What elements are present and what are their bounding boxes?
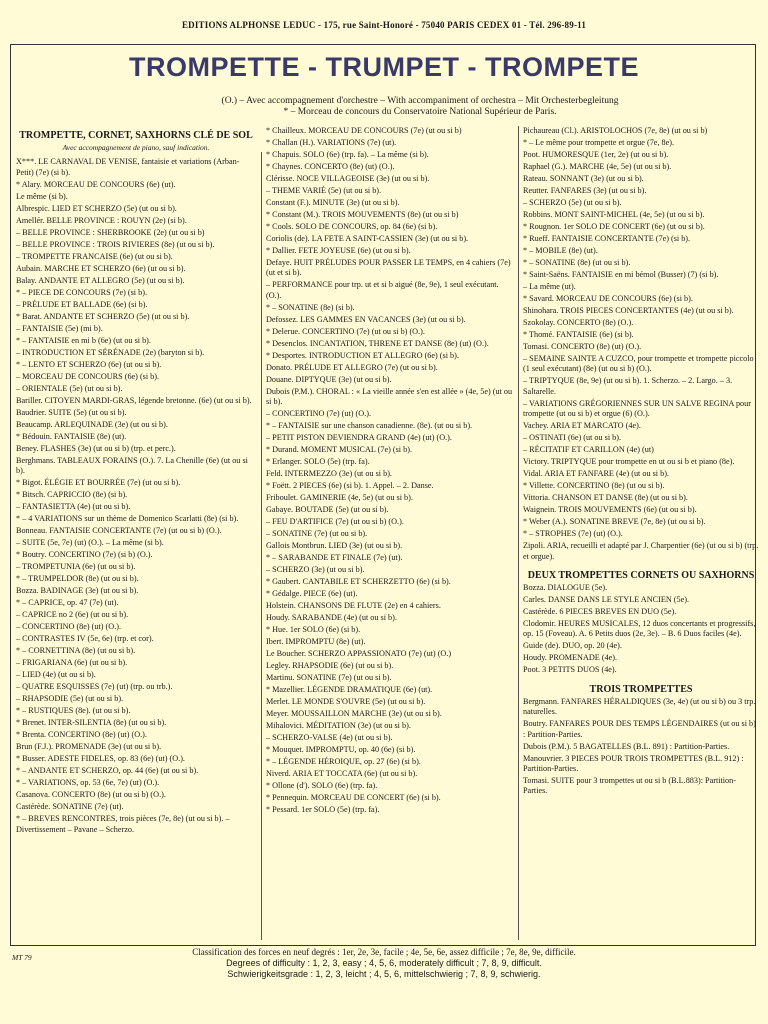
catalogue-entry: Vidal. ARIA ET FANFARE (4e) (ut ou si b). bbox=[523, 469, 669, 479]
catalogue-entry: Legley. RHAPSODIE (6e) (ut ou si b). bbox=[266, 661, 394, 671]
catalogue-entry: * – LÉGENDE HÉROIQUE, op. 27 (6e) (si b). bbox=[266, 757, 421, 767]
catalogue-entry: Shinohara. TROIS PIECES CONCERTANTES (4e) (ut ou si b). bbox=[523, 306, 734, 315]
column-divider-1 bbox=[261, 152, 262, 940]
catalogue-entry: * Ollone (d'). SOLO (6e) (trp. fa). bbox=[266, 781, 378, 791]
catalogue-entry: Robbins. MONT SAINT-MICHEL (4e, 5e) (ut ou si b). bbox=[523, 210, 705, 219]
catalogue-entry: – FEU D'ARTIFICE (7e) (ut ou si b) (O.). bbox=[266, 517, 404, 527]
catalogue-entry: Poot. HUMORESQUE (1er, 2e) (ut ou si b). bbox=[523, 150, 669, 159]
catalogue-entry: – TROMPETUNIA (6e) (ut ou si b). bbox=[16, 562, 136, 572]
catalogue-entry: Feld. INTERMEZZO (3e) (ut ou si b). bbox=[266, 469, 392, 479]
catalogue-entry: * – CAPRICE, op. 47 (7e) (ut). bbox=[16, 598, 119, 608]
catalogue-entry: * Challan (H.). VARIATIONS (7e) (ut). bbox=[266, 138, 397, 147]
catalogue-entry: – PERFORMANCE pour trp. ut et si b aigué (8e, 9e), 1 seul exécutant. (O.). bbox=[266, 280, 499, 300]
catalogue-entry: – RHAPSODIE (5e) (ut ou si b). bbox=[16, 694, 124, 704]
catalogue-entry: * Constant (M.). TROIS MOUVEMENTS (8e) (ut ou si b) bbox=[266, 210, 459, 219]
catalogue-entry: Boutry. FANFARES POUR DES TEMPS LÉGENDAIRES (ut ou si b) : Partition-Parties. bbox=[523, 719, 756, 739]
catalogue-entry: – CAPRICE no 2 (6e) (ut ou si b). bbox=[16, 610, 129, 620]
catalogue-entry: – SUITE (5e, 7e) (ut) (O.). – La même (si b). bbox=[16, 538, 164, 548]
catalogue-entry: * Thomé. FANTAISIE (6e) (si b). bbox=[523, 330, 634, 339]
catalogue-entry: Houdy. PROMENADE (4e). bbox=[523, 653, 618, 663]
catalogue-entry: – VARIATIONS GRÉGORIENNES SUR UN SALVE REGINA pour trompette (ut ou si b) et orgue (6) (O.). bbox=[523, 398, 751, 419]
catalogue-entry: * Villette. CONCERTINO (8e) (ut ou si b). bbox=[523, 481, 665, 491]
publisher-header: EDITIONS ALPHONSE LEDUC - 175, rue Saint-Honoré - 75040 PARIS CEDEX 01 - Tél. 296-89-11 bbox=[181, 20, 587, 30]
column-1 bbox=[16, 126, 256, 837]
section-subheading: Avec accompagnement de piano, sauf indication. bbox=[62, 143, 210, 152]
catalogue-entry: * Busser. ADESTE FIDELES, op. 83 (6e) (ut) (O.). bbox=[16, 754, 185, 764]
catalogue-entry: Coriolis (de). LA FETE A SAINT-CASSIEN (3e) (ut ou si b). bbox=[266, 234, 469, 243]
catalogue-entry: * – 4 VARIATIONS sur un thème de Domenico Scarlatti (8e) (si b). bbox=[16, 514, 239, 524]
catalogue-entry: Vittoria. CHANSON ET DANSE (8e) (ut ou si b). bbox=[523, 493, 688, 503]
catalogue-entry: Houdy. SARABANDE (4e) (ut ou si b). bbox=[266, 613, 397, 623]
legend-line-en: Degrees of difficulty : 1, 2, 3, easy ; 4, 5, 6, moderately difficult ; 7, 8, 9, difficult. bbox=[226, 958, 542, 968]
page-title: TROMPETTE - TRUMPET - TROMPETE bbox=[129, 52, 639, 82]
catalogue-entry: – THEME VARIÉ (5e) (ut ou si b). bbox=[266, 186, 382, 195]
entry-list-col1 bbox=[16, 157, 256, 835]
catalogue-entry: * Delerue. CONCERTINO (7e) (ut ou si b) (O.). bbox=[266, 326, 425, 336]
catalogue-entry: * Desenclos. INCANTATION, THRENE ET DANSE (8e) (ut) (O.). bbox=[266, 338, 489, 348]
section-heading-three-trumpets: TROIS TROMPETTES bbox=[589, 683, 693, 695]
catalogue-entry: Dubois (P.M.). 5 BAGATELLES (B.L. 891) : Partition-Parties. bbox=[523, 741, 730, 751]
catalogue-entry: – SCHERZO-VALSE (4e) (ut ou si b). bbox=[266, 733, 393, 743]
catalogue-entry: Aubain. MARCHE ET SCHERZO (6e) (ut ou si b). bbox=[16, 263, 186, 273]
catalogue-entry: Mihalovici. MÉDITATION (3e) (ut ou si b). bbox=[266, 721, 411, 731]
catalogue-entry: * Gédalge. PIECE (6e) (ut). bbox=[266, 589, 358, 599]
catalogue-entry: * Dallier. FETE JOYEUSE (6e) (ut ou si b). bbox=[266, 246, 411, 255]
catalogue-entry: * – TRUMPELDOR (8e) (ut ou si b). bbox=[16, 574, 139, 584]
catalogue-entry: Dubois (P.M.). CHORAL : « La vieille année s'en est allée » (4e, 5e) (ut ou si b). bbox=[266, 386, 513, 407]
catalogue-entry: X***. LE CARNAVAL DE VENISE, fantaisie et variations (Arban-Petit) (7e) (si b). bbox=[16, 157, 240, 177]
catalogue-entry: * Chailleux. MORCEAU DE CONCOURS (7e) (ut ou si b) bbox=[266, 126, 462, 135]
catalogue-entry: * Durand. MOMENT MUSICAL (7e) (si b). bbox=[266, 445, 412, 455]
catalogue-entry: – PETIT PISTON DEVIENDRA GRAND (4e) (ut) (O.). bbox=[266, 433, 452, 443]
catalogue-entry: – TROMPETTE FRANCAISE (6e) (ut ou si b). bbox=[16, 251, 173, 261]
entry-list-col2 bbox=[266, 126, 516, 816]
catalogue-entry: Zipoli. ARIA, recueilli et adapté par J. Charpentier (6e) (ut ou si b) (trp. et orgue). bbox=[523, 541, 759, 561]
catalogue-entry: Defaye. HUIT PRÉLUDES POUR PASSER LE TEMPS, en 4 cahiers (7e) (ut et si b). bbox=[266, 258, 511, 278]
catalogue-entry: Reutter. FANFARES (3e) (ut ou si b). bbox=[523, 186, 647, 195]
catalogue-entry: – TRIPTYQUE (8e, 9e) (ut ou si b). 1. Scherzo. – 2. Largo. – 3. Saltarelle. bbox=[523, 376, 733, 396]
catalogue-entry: * Pessard. 1er SOLO (5e) (trp. fa). bbox=[266, 805, 380, 815]
catalogue-entry: Poot. 3 PETITS DUOS (4e). bbox=[523, 665, 617, 675]
catalogue-entry: * Brenta. CONCERTINO (8e) (ut) (O.). bbox=[16, 730, 147, 740]
catalogue-entry: – CONCERTINO (7e) (ut) (O.). bbox=[266, 409, 372, 419]
catalogue-entry: * Alary. MORCEAU DE CONCOURS (6e) (ut). bbox=[16, 179, 176, 189]
catalogue-entry: Waignein. TROIS MOUVEMENTS (6e) (ut ou si b). bbox=[523, 505, 697, 515]
catalogue-entry: Victory. TRIPTYQUE pour trompette en ut ou si b et piano (8e). bbox=[523, 457, 735, 467]
catalogue-entry: Bergmann. FANFARES HÉRALDIQUES (3e, 4e) (ut ou si b) ou 3 trp. naturelles. bbox=[523, 696, 756, 717]
entry-list-two-trumpets bbox=[523, 583, 759, 676]
catalogue-entry: * Rueff. FANTAISIE CONCERTANTE (7e) (si b). bbox=[523, 234, 691, 243]
catalogue-entry: Guide (de). DUO, op. 20 (4e). bbox=[523, 641, 622, 651]
catalogue-entry: Bonneau. FANTAISIE CONCERTANTE (7e) (ut ou si b) (O.). bbox=[16, 526, 222, 536]
catalogue-entry: Douane. DIPTYQUE (3e) (ut ou si b). bbox=[266, 374, 392, 384]
catalogue-entry: * – LENTO ET SCHERZO (6e) (ut ou si b). bbox=[16, 359, 162, 369]
catalogue-entry: * – VARIATIONS, op. 53 (6e, 7e) (ut) (O.). bbox=[16, 778, 160, 788]
catalogue-entry: Bozza. BADINAGE (3e) (ut ou si b). bbox=[16, 586, 139, 596]
catalogue-entry: * – BREVES RENCONTRES, trois pièces (7e, 8e) (ut ou si b). – Divertissement – Pavane – Scherzo. bbox=[16, 814, 230, 834]
catalogue-entry: * Gaubert. CANTABILE ET SCHERZETTO (6e) (si b). bbox=[266, 577, 451, 587]
catalogue-entry: Friboulet. GAMINERIE (4e, 5e) (ut ou si b). bbox=[266, 493, 413, 503]
catalogue-entry: – ORIENTALE (5e) (ut ou si b). bbox=[16, 383, 123, 393]
catalogue-entry: * Rougnon. 1er SOLO DE CONCERT (6e) (ut ou si b). bbox=[523, 222, 705, 231]
catalogue-entry: – INTRODUCTION ET SÉRÉNADE (2e) (baryton si b). bbox=[16, 347, 205, 357]
catalogue-entry: Szokolay. CONCERTO (8e) (O.). bbox=[523, 318, 634, 327]
legend-line-de: Schwierigkeitsgrade : 1, 2, 3, leicht ; 4, 5, 6, mittelschwierig ; 7, 8, 9, schwierig. bbox=[227, 969, 541, 979]
catalogue-code: MT 79 bbox=[12, 953, 32, 962]
catalogue-entry: Bozza. DIALOGUE (5e). bbox=[523, 583, 608, 593]
catalogue-entry: Vachey. ARIA ET MARCATO (4e). bbox=[523, 421, 641, 431]
catalogue-entry: – CONTRASTES IV (5e, 6e) (trp. et cor). bbox=[16, 634, 154, 644]
catalogue-entry: Defossez. LES GAMMES EN VACANCES (3e) (ut ou si b). bbox=[266, 314, 466, 324]
catalogue-entry: * Mazellier. LÉGENDE DRAMATIQUE (6e) (ut). bbox=[266, 685, 433, 695]
catalogue-entry: Bariller. CITOYEN MARDI-GRAS, légende bretonne. (6e) (ut ou si b). bbox=[16, 395, 252, 405]
catalogue-entry: * – STROPHES (7e) (ut) (O.). bbox=[523, 529, 623, 539]
catalogue-entry: Donato. PRÉLUDE ET ALLEGRO (7e) (ut ou si b). bbox=[266, 362, 438, 372]
catalogue-entry: Balay. ANDANTE ET ALLEGRO (5e) (ut ou si b). bbox=[16, 275, 185, 285]
catalogue-entry: – SCHERZO (5e) (ut ou si b). bbox=[523, 198, 622, 207]
catalogue-entry: * Bigot. ÉLÉGIE ET BOURRÉE (7e) (ut ou si b). bbox=[16, 478, 181, 488]
catalogue-entry: * Cools. SOLO DE CONCOURS, op. 84 (6e) (si b). bbox=[266, 222, 438, 231]
catalogue-entry: * Desportes. INTRODUCTION ET ALLEGRO (6e) (si b). bbox=[266, 350, 459, 360]
catalogue-entry: Castérède. 6 PIECES BREVES EN DUO (5e). bbox=[523, 607, 677, 617]
catalogue-entry: * Pennequin. MORCEAU DE CONCERT (6e) (si b). bbox=[266, 793, 441, 803]
catalogue-entry: Meyer. MOUSSAILLON MARCHE (3e) (ut ou si b). bbox=[266, 709, 442, 719]
catalogue-entry: – FRIGARIANA (6e) (ut ou si b). bbox=[16, 658, 128, 668]
catalogue-entry: Constant (F.). MINUTE (3e) (ut ou si b). bbox=[266, 198, 400, 207]
catalogue-entry: – BELLE PROVINCE : SHERBROOKE (2e) (ut ou si b) bbox=[16, 227, 205, 237]
catalogue-entry: – SEMAINE SAINTE A CUZCO, pour trompette et trompette piccolo (1 seul exécutant) (8e) (ut ou si b) (O.). bbox=[523, 354, 754, 374]
catalogue-entry: – BELLE PROVINCE : TROIS RIVIERES (8e) (ut ou si b). bbox=[16, 239, 215, 249]
catalogue-entry: Le Boucher. SCHERZO APPASSIONATO (7e) (ut) (O.) bbox=[266, 649, 452, 659]
catalogue-entry: – FANTAISIE (5e) (mi b). bbox=[16, 323, 103, 333]
catalogue-entry: * – FANTAISIE sur une chanson canadienne. (8e). (ut ou si b). bbox=[266, 421, 473, 431]
catalogue-entry: Casanova. CONCERTO (8e) (ut ou si b) (O.). bbox=[16, 790, 166, 800]
catalogue-entry: – PRÉLUDE ET BALLADE (6e) (si b). bbox=[16, 299, 148, 309]
catalogue-entry: Baudrier. SUITE (5e) (ut ou si b). bbox=[16, 407, 127, 417]
catalogue-entry: Rateau. SONNANT (3e) (ut ou si b). bbox=[523, 174, 644, 183]
subtitle-line-1: (O.) – Avec accompagnement d'orchestre – With accompaniment of orchestra – Mit Orchesterbegleitung bbox=[221, 96, 619, 106]
subtitle bbox=[160, 96, 680, 118]
entry-list-col3 bbox=[523, 126, 759, 562]
catalogue-entry: * Chapuis. SOLO (6e) (trp. fa). – La même (si b). bbox=[266, 150, 429, 159]
catalogue-entry: Beney. FLASHES (3e) (ut ou si b) (trp. et perc.). bbox=[16, 443, 176, 453]
catalogue-entry: – QUATRE ESQUISSES (7e) (ut) (trp. ou trb.). bbox=[16, 682, 173, 692]
catalogue-entry: * Foëtt. 2 PIECES (6e) (si b). 1. Appel. – 2. Danse. bbox=[266, 481, 434, 491]
catalogue-entry: – CONCERTINO (8e) (ut) (O.). bbox=[16, 622, 122, 632]
catalogue-entry: * Mouquet. IMPROMPTU, op. 40 (6e) (si b). bbox=[266, 745, 416, 755]
catalogue-entry: Manouvrier. 3 PIECES POUR TROIS TROMPETTES (B.L. 912) : Partition-Parties. bbox=[523, 753, 744, 774]
catalogue-entry: * – CORNETTINA (8e) (ut ou si b). bbox=[16, 646, 136, 656]
catalogue-entry: * – RUSTIQUES (8e). (ut ou si b). bbox=[16, 706, 131, 716]
section-heading-two-trumpets: DEUX TROMPETTES CORNETS OU SAXHORNS bbox=[527, 570, 755, 582]
catalogue-entry: * Barat. ANDANTE ET SCHERZO (5e) (ut ou si b). bbox=[16, 311, 190, 321]
catalogue-entry: * Weber (A.). SONATINE BREVE (7e, 8e) (ut ou si b). bbox=[523, 517, 706, 527]
catalogue-entry: * Bitsch. CAPRICCIO (8e) (si b). bbox=[16, 490, 128, 500]
catalogue-entry: – SONATINE (7e) (ut ou si b). bbox=[266, 529, 368, 539]
catalogue-entry: * Saint-Saëns. FANTAISIE en mi bémol (Busser) (7) (si b). bbox=[523, 270, 719, 279]
catalogue-entry: Tomasi. CONCERTO (8e) (ut) (O.). bbox=[523, 342, 642, 351]
catalogue-entry: Carles. DANSE DANS LE STYLE ANCIEN (5e). bbox=[523, 595, 690, 605]
catalogue-entry: – MORCEAU DE CONCOURS (6e) (si b). bbox=[16, 371, 160, 381]
catalogue-entry: * – FANTAISIE en mi b (6e) (ut ou si b). bbox=[16, 335, 151, 345]
catalogue-entry: * Hue. 1er SOLO (6e) (si b). bbox=[266, 625, 361, 635]
catalogue-entry: Gallois Montbrun. LIED (3e) (ut ou si b). bbox=[266, 541, 403, 551]
catalogue-entry: * – PIECE DE CONCOURS (7e) (si b). bbox=[16, 287, 147, 297]
catalogue-entry: Clodomir. HEURES MUSICALES, 12 duos concertants et progressifs, op. 15 (Foveau). A. 6 Petits duos (2e, 3e). – B. 6 Duos faciles (4e). bbox=[523, 619, 756, 639]
catalogue-entry: Albrespic. LIED ET SCHERZO (5e) (ut ou si b). bbox=[16, 203, 177, 213]
catalogue-entry: – FANTASIETTA (4e) (ut ou si b). bbox=[16, 502, 131, 512]
catalogue-entry: * Savard. MORCEAU DE CONCOURS (6e) (si b). bbox=[523, 294, 693, 303]
catalogue-entry: – SCHERZO (3e) (ut ou si b). bbox=[266, 565, 365, 575]
catalogue-entry: * – Le même pour trompette et orgue (7e, 8e). bbox=[523, 138, 675, 147]
catalogue-entry: * – SONATINE (8e) (ut ou si b). bbox=[523, 258, 631, 267]
column-divider-2 bbox=[518, 126, 519, 940]
catalogue-entry: Tomasi. SUITE pour 3 trompettes ut ou si b (B.L.883): Partition-Parties. bbox=[523, 776, 736, 796]
legend-line-fr: Classification des forces en neuf degrés : 1er, 2e, 3e, facile ; 4e, 5e, 6e, assez difficile ; 7e, 8e, 9e, difficile. bbox=[192, 947, 576, 957]
catalogue-entry: Martinu. SONATINE (7e) (ut ou si b). bbox=[266, 673, 392, 683]
catalogue-entry: Ibert. IMPROMPTU (8e) (ut). bbox=[266, 637, 366, 647]
catalogue-entry: – OSTINATI (6e) (ut ou si b). bbox=[523, 433, 622, 443]
catalogue-entry: – La même (ut). bbox=[523, 282, 576, 291]
catalogue-entry: * Bédouin. FANTAISIE (8e) (ut). bbox=[16, 431, 127, 441]
catalogue-entry: Merlet. LE MONDE S'OUVRE (5e) (ut ou si b). bbox=[266, 697, 426, 707]
catalogue-entry: Raphael (G.). MARCHE (4e, 5e) (ut ou si b). bbox=[523, 162, 672, 171]
entry-list-three-trumpets bbox=[523, 697, 759, 797]
catalogue-entry: Clérisse. NOCE VILLAGEOISE (3e) (ut ou si b). bbox=[266, 174, 430, 183]
catalogue-entry: * Brenet. INTER-SILENTIA (8e) (ut ou si b). bbox=[16, 718, 167, 728]
catalogue-entry: * – MOBILE (8e) (ut). bbox=[523, 246, 598, 255]
subtitle-line-2: * – Morceau de concours du Conservatoire National Supérieur de Paris. bbox=[283, 107, 557, 117]
catalogue-entry: * Chaynes. CONCERTO (8e) (ut) (O.). bbox=[266, 162, 395, 171]
catalogue-entry: Holstein. CHANSONS DE FLUTE (2e) en 4 cahiers. bbox=[266, 601, 441, 611]
catalogue-entry: Niverd. ARIA ET TOCCATA (6e) (ut ou si b). bbox=[266, 769, 418, 779]
section-heading-solo: TROMPETTE, CORNET, SAXHORNS CLÉ DE SOL bbox=[19, 130, 253, 141]
catalogue-entry: – LIED (4e) (ut ou si b). bbox=[16, 670, 96, 680]
difficulty-legend bbox=[0, 947, 768, 980]
catalogue-entry: – RÉCITATIF ET CARILLON (4e) (ut) bbox=[523, 445, 654, 455]
catalogue-entry: * – ANDANTE ET SCHERZO, op. 44 (6e) (ut ou si b). bbox=[16, 766, 199, 776]
catalogue-entry: Castérède. SONATINE (7e) (ut). bbox=[16, 802, 124, 812]
catalogue-entry: Amellér. BELLE PROVINCE : ROUYN (2e) (si b). bbox=[16, 215, 187, 225]
column-2 bbox=[266, 126, 516, 817]
column-3 bbox=[523, 126, 759, 798]
catalogue-entry: Gabaye. BOUTADE (5e) (ut ou si b). bbox=[266, 505, 389, 515]
catalogue-entry: Beaucamp. ARLEQUINADE (3e) (ut ou si b). bbox=[16, 419, 168, 429]
catalogue-entry: * Boutry. CONCERTINO (7e) (si b) (O.). bbox=[16, 550, 153, 560]
catalogue-entry: Pichaureau (Cl.). ARISTOLOCHOS (7e, 8e) (ut ou si b) bbox=[523, 126, 708, 135]
catalogue-entry: Brun (F.J.). PROMENADE (3e) (ut ou si b). bbox=[16, 742, 162, 752]
catalogue-entry: Berghmans. TABLEAUX FORAINS (O.). 7. La Chenille (6e) (ut ou si b). bbox=[16, 455, 248, 476]
catalogue-entry: Le même (si b). bbox=[16, 191, 68, 201]
catalogue-entry: * – SONATINE (8e) (si b). bbox=[266, 302, 355, 312]
catalogue-entry: * – SARABANDE ET FINALE (7e) (ut). bbox=[266, 553, 403, 563]
catalogue-entry: * Erlanger. SOLO (5e) (trp. fa). bbox=[266, 457, 370, 467]
